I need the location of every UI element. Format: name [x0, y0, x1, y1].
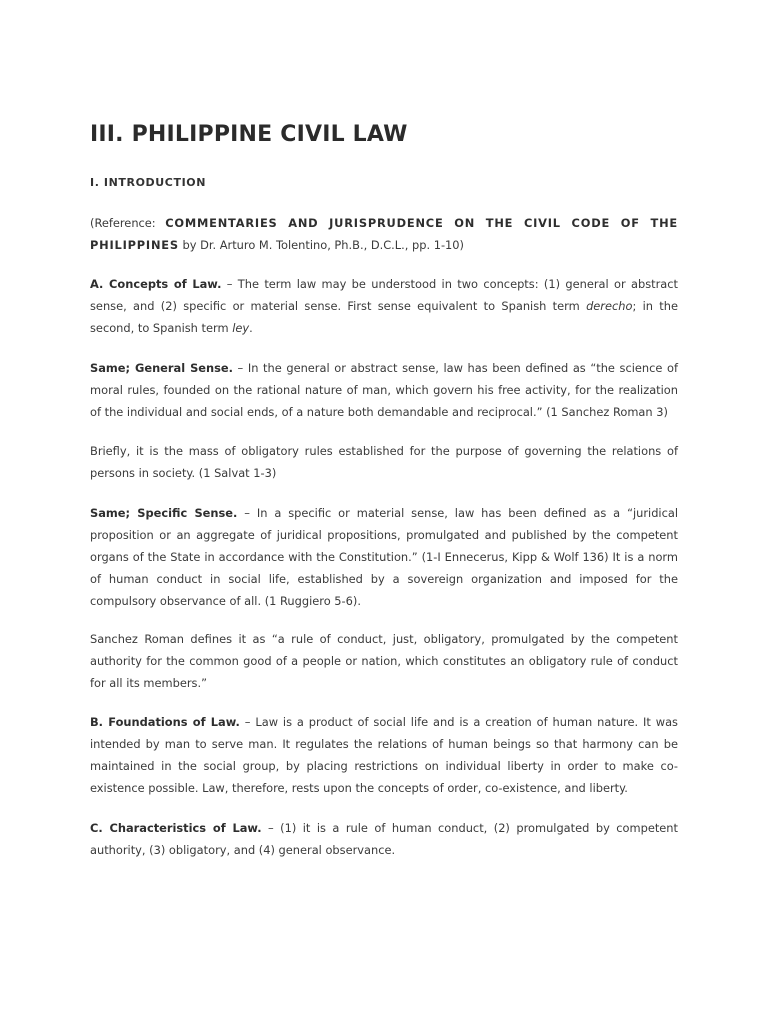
reference-rest: by Dr. Arturo M. Tolentino, Ph.B., D.C.L., pp. 1-10) — [178, 238, 464, 252]
term-derecho: derecho — [586, 299, 633, 313]
specific-sense-label: Same; Specific Sense. — [90, 506, 238, 520]
sanchez-roman-paragraph: Sanchez Roman defines it as “a rule of conduct, just, obligatory, promulgated by the competent authority for the common good of a people or nation, which constitutes an obligatory rule of conduct for all its members.” — [90, 632, 678, 690]
foundations-text: – Law is a product of social life and is a creation of human nature. It was intended by man to serve man. It regulates the relations of human beings so that harmony can be maintained in the social group, by placing restrictions on individual liberty in order to make co-existence possible. Law, therefore, rests upon the concepts of order, co-existence, and liberty. — [90, 715, 678, 795]
reference-book-title: COMMENTARIES AND JURISPRUDENCE ON THE CIVIL CODE OF THE PHILIPPINES — [90, 216, 678, 252]
characteristics-text: – (1) it is a rule of human conduct, (2) promulgated by competent authority, (3) obligatory, and (4) general observance. — [90, 821, 678, 857]
concepts-text-3: . — [249, 321, 253, 335]
characteristics-of-law-paragraph — [90, 817, 678, 861]
characteristics-of-law-label: C. Characteristics of Law. — [90, 821, 262, 835]
foundations-of-law-label: B. Foundations of Law. — [90, 715, 240, 729]
reference-open: (Reference: — [90, 216, 166, 230]
general-sense-label: Same; General Sense. — [90, 361, 233, 375]
reference-paragraph — [90, 212, 678, 256]
term-ley: ley — [232, 321, 250, 335]
concepts-of-law-label: A. Concepts of Law. — [90, 277, 222, 291]
general-sense-paragraph — [90, 357, 678, 423]
concepts-text-1: – The term law may be understood in two concepts: (1) general or abstract sense, and (2) specific or material sense. First sense equivalent to Spanish term — [90, 277, 678, 313]
section-heading-introduction: I. INTRODUCTION — [90, 176, 207, 189]
specific-sense-paragraph — [90, 502, 678, 612]
document-title: III. PHILIPPINE CIVIL LAW — [90, 122, 408, 147]
concepts-text-2: ; in the second, to Spanish term — [90, 299, 678, 335]
foundations-of-law-paragraph — [90, 711, 678, 799]
briefly-paragraph: Briefly, it is the mass of obligatory rules established for the purpose of governing the relations of persons in society. (1 Salvat 1-3) — [90, 444, 678, 480]
specific-sense-text: – In a specific or material sense, law has been defined as a “juridical proposition or an aggregate of juridical propositions, promulgated and published by the competent organs of the State in accordance with the Constitution.” (1-I Ennecerus, Kipp & Wolf 136) It is a norm of human conduct in social life, established by a sovereign organization and imposed for the compulsory observance of all. (1 Ruggiero 5-6). — [90, 506, 678, 608]
general-sense-text: – In the general or abstract sense, law has been defined as “the science of moral rules, founded on the rational nature of man, which govern his free activity, for the realization of the individual and social ends, of a nature both demandable and reciprocal.” (1 Sanchez Roman 3) — [90, 361, 678, 419]
concepts-of-law-paragraph — [90, 273, 678, 339]
